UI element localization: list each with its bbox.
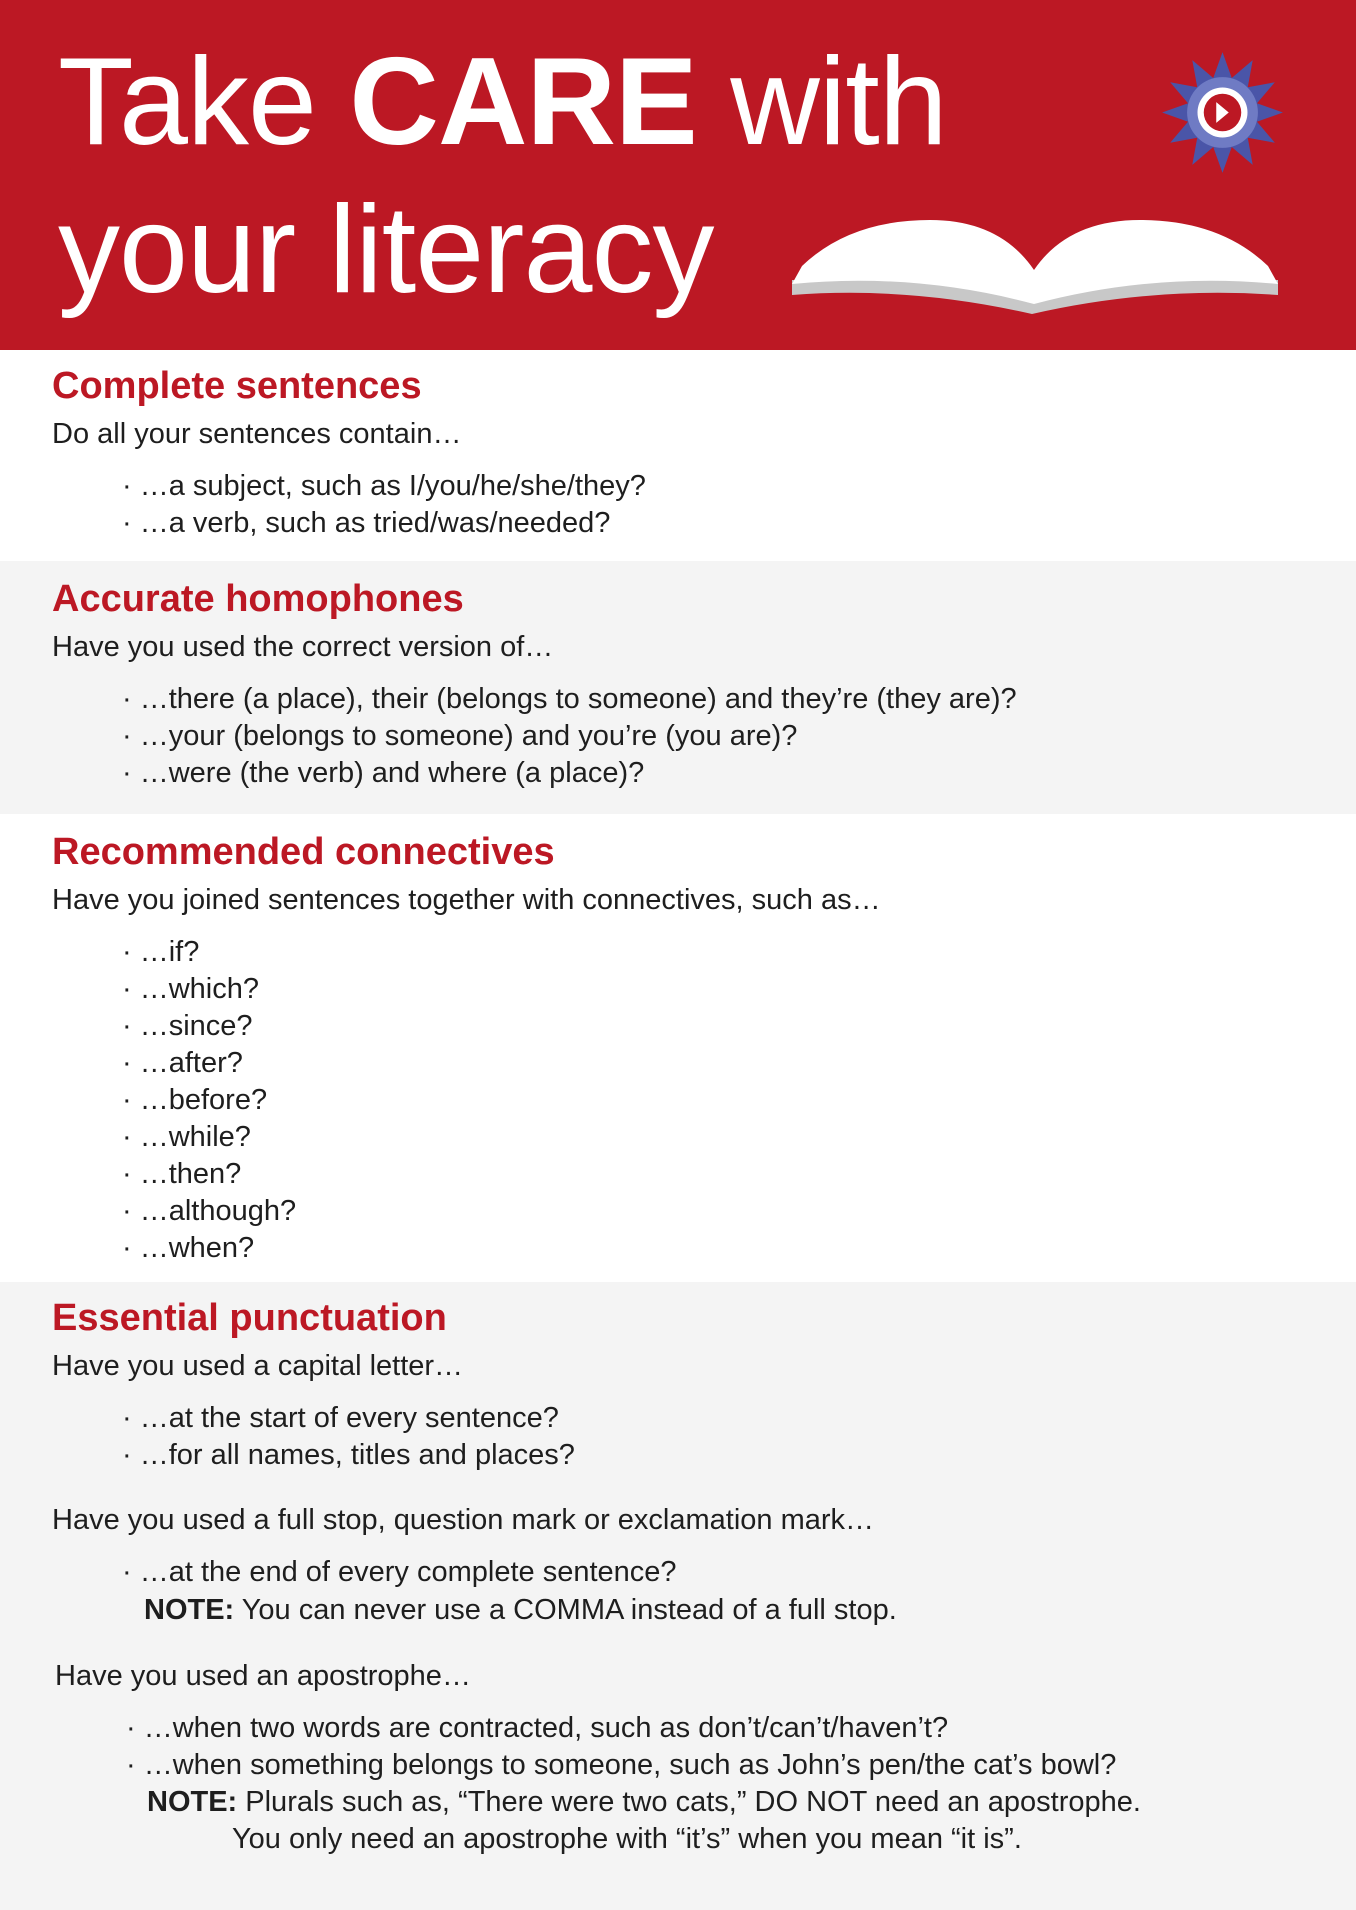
bullet-list — [122, 681, 1017, 792]
title-take: Take — [58, 33, 350, 171]
open-book-icon — [790, 200, 1280, 320]
list-item: · …then? — [122, 1156, 296, 1193]
title-care: CARE — [349, 33, 697, 171]
list-item: · …there (a place), their (belongs to someone) and they’re (they are)? — [122, 681, 1017, 718]
stop-bullet-list — [122, 1554, 677, 1591]
list-item: · …when something belongs to someone, such as John’s pen/the cat’s bowl? — [126, 1747, 1116, 1784]
stop-note — [144, 1592, 897, 1629]
list-item: · …at the end of every complete sentence? — [122, 1554, 677, 1591]
list-item: · …after? — [122, 1045, 296, 1082]
list-item: · …for all names, titles and places? — [122, 1437, 575, 1474]
capital-intro: Have you used a capital letter… — [52, 1350, 464, 1382]
header-banner — [0, 0, 1356, 350]
list-item: · …at the start of every sentence? — [122, 1400, 575, 1437]
apostrophe-intro: Have you used an apostrophe… — [55, 1660, 471, 1692]
list-item: · …although? — [122, 1193, 296, 1230]
section-connectives — [0, 814, 1356, 1282]
school-crest-icon — [1160, 50, 1285, 175]
apostrophe-note — [147, 1784, 1141, 1821]
section-title: Recommended connectives — [52, 831, 555, 873]
section-title: Essential punctuation — [52, 1297, 447, 1339]
section-homophones — [0, 561, 1356, 814]
section-intro: Have you joined sentences together with connectives, such as… — [52, 884, 881, 916]
list-item: · …while? — [122, 1119, 296, 1156]
section-intro: Do all your sentences contain… — [52, 418, 462, 450]
apostrophe-note-line2: You only need an apostrophe with “it’s” when you mean “it is”. — [232, 1823, 1022, 1855]
section-intro: Have you used the correct version of… — [52, 631, 554, 663]
bullet-list — [122, 934, 296, 1267]
list-item: · …if? — [122, 934, 296, 971]
list-item: · …since? — [122, 1008, 296, 1045]
note-label: NOTE: — [147, 1786, 238, 1818]
note-text: You can never use a COMMA instead of a full stop. — [234, 1594, 897, 1626]
section-punctuation — [0, 1282, 1356, 1910]
list-item: · …a verb, such as tried/was/needed? — [122, 505, 646, 542]
list-item: · …your (belongs to someone) and you’re (you are)? — [122, 718, 1017, 755]
title-with: with — [696, 33, 947, 171]
apostrophe-bullet-list — [126, 1710, 1116, 1784]
capital-bullet-list — [122, 1400, 575, 1474]
section-title: Accurate homophones — [52, 578, 464, 620]
bullet-list — [122, 468, 646, 542]
list-item: · …a subject, such as I/you/he/she/they? — [122, 468, 646, 505]
section-title: Complete sentences — [52, 365, 422, 407]
title-line2: your literacy — [58, 181, 714, 319]
list-item: · …which? — [122, 971, 296, 1008]
list-item: · …before? — [122, 1082, 296, 1119]
stop-intro: Have you used a full stop, question mark or exclamation mark… — [52, 1504, 875, 1536]
section-complete-sentences — [0, 350, 1356, 561]
list-item: · …were (the verb) and where (a place)? — [122, 755, 1017, 792]
note-text: Plurals such as, “There were two cats,” DO NOT need an apostrophe. — [237, 1786, 1141, 1818]
list-item: · …when? — [122, 1230, 296, 1267]
list-item: · …when two words are contracted, such as don’t/can’t/haven’t? — [126, 1710, 1116, 1747]
note-label: NOTE: — [144, 1594, 235, 1626]
